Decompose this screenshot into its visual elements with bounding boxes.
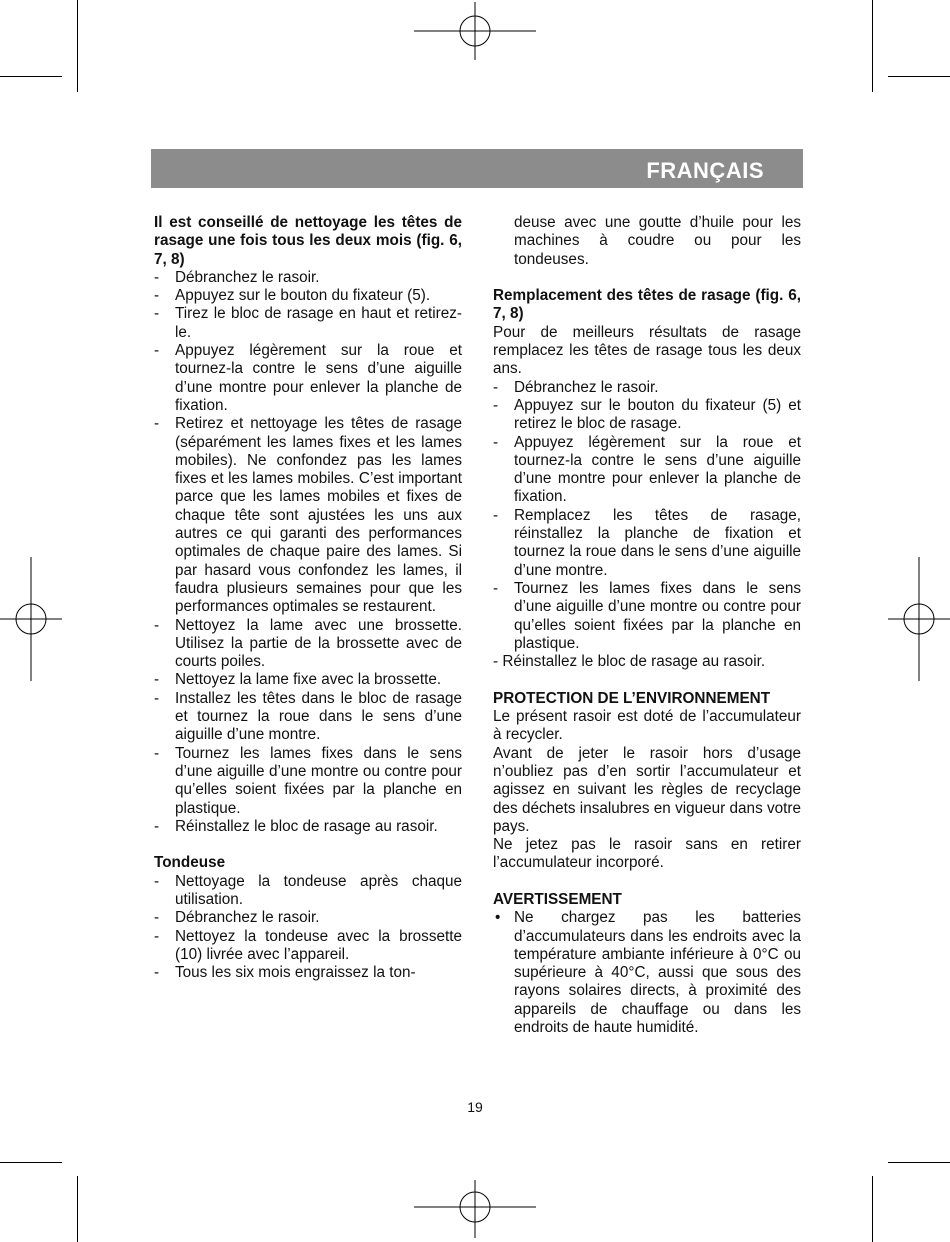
- crop-mark: [872, 1176, 873, 1242]
- crop-mark: [888, 76, 950, 77]
- environment-paragraph: Avant de jeter le rasoir hors d’usage n’oubliez pas d’en sortir l’accumulateur et agissez en suivant les règles de recyclage des déchets insalubres en vigueur dans votre pays.: [493, 744, 801, 835]
- list-item: - Débranchez le rasoir.: [493, 378, 659, 396]
- environment-paragraph: Le présent rasoir est doté de l’accumulateur à recycler.: [493, 708, 801, 744]
- registration-mark-icon: [414, 2, 536, 60]
- bullet-icon: •: [495, 909, 501, 927]
- crop-mark: [888, 1162, 950, 1163]
- warning-list: [493, 909, 801, 1037]
- cleaning-heading: Il est conseillé de nettoyage les têtes de rasage une fois tous les deux mois (fig. 6, 7, 8): [154, 214, 462, 268]
- list-item: • Ne chargez pas les batteries d’accumulateurs dans les endroits avec la température ambiante inférieure à 0°C ou supérieure à 40°C, aussi que sous des rayons solaires directs, à proximité des appareils de chauffage ou dans les endroits de haute humidité.: [495, 909, 801, 1037]
- trimmer-steps-list: [154, 873, 462, 983]
- list-item: - Débranchez le rasoir.: [154, 268, 320, 286]
- list-item: - Nettoyez la lame fixe avec la brossette.: [154, 671, 442, 689]
- registration-mark-icon: [888, 557, 950, 681]
- registration-mark-icon: [414, 1180, 536, 1238]
- list-item: - Remplacez les têtes de rasage, réinstallez la planche de fixation et tournez la roue dans le sens d’une aiguille d’une montre.: [493, 506, 801, 579]
- list-item: - Tirez le bloc de rasage en haut et retirez-le.: [154, 305, 462, 341]
- crop-mark: [0, 1162, 62, 1163]
- replace-final-step: - Réinstallez le bloc de rasage au rasoir.: [493, 653, 766, 671]
- crop-mark: [872, 0, 873, 92]
- list-item: - Appuyez légèrement sur la roue et tournez-la contre le sens d’une aiguille d’une montre pour enlever la planche de fixation.: [493, 433, 801, 506]
- crop-mark: [0, 76, 62, 77]
- right-column: [493, 214, 801, 1037]
- list-item: - Retirez et nettoyage les têtes de rasage (séparément les lames fixes et les lames mobiles). Ne confondez pas les lames fixes et les lames mobiles. C’est important parce que les lames mobiles et fixes de chaque tête sont ajustées les uns aux autres ce qui garanti des performances optimales de chaque paire des lames. Si par hasard vous confondez les lames, il faudra plusieurs semaines pour que les performances optimales se restaurent.: [154, 415, 462, 616]
- list-item: - Tous les six mois engraissez la ton-: [154, 964, 416, 982]
- language-header-bar: [151, 149, 803, 188]
- warning-heading: AVERTISSEMENT: [493, 890, 622, 908]
- list-item: - Tournez les lames fixes dans le sens d’une aiguille d’une montre ou contre pour qu’elles soient fixées par la planche en plastique.: [493, 579, 801, 652]
- crop-mark: [77, 0, 78, 92]
- list-item: - Nettoyage la tondeuse après chaque utilisation.: [154, 872, 462, 908]
- environment-heading: PROTECTION DE L’ENVIRONNEMENT: [493, 689, 771, 707]
- environment-paragraph: Ne jetez pas le rasoir sans en retirer l’accumulateur incorporé.: [493, 836, 801, 872]
- left-column: [154, 214, 462, 982]
- trimmer-heading: Tondeuse: [154, 854, 226, 872]
- list-item: - Tournez les lames fixes dans le sens d’une aiguille d’une montre ou contre pour qu’elles soient fixées par la planche en plastique.: [154, 744, 462, 817]
- cleaning-steps-list: [154, 269, 462, 836]
- list-item: - Appuyez légèrement sur la roue et tournez-la contre le sens d’une aiguille d’une montre pour enlever la planche de fixation.: [154, 342, 462, 414]
- page-number: 19: [467, 1099, 483, 1115]
- list-item: - Réinstallez le bloc de rasage au rasoir.: [154, 817, 438, 835]
- registration-mark-icon: [0, 557, 62, 681]
- trimmer-continuation: deuse avec une goutte d’huile pour les machines à coudre ou pour les tondeuses.: [514, 214, 801, 268]
- replace-heading: Remplacement des têtes de rasage (fig. 6, 7, 8): [493, 287, 801, 323]
- list-item: - Nettoyez la lame avec une brossette. Utilisez la partie de la brossette avec de courts poiles.: [154, 616, 462, 671]
- list-item: - Appuyez sur le bouton du fixateur (5) et retirez le bloc de rasage.: [493, 396, 801, 433]
- crop-mark: [77, 1176, 78, 1242]
- list-item: - Débranchez le rasoir.: [154, 909, 320, 927]
- replace-intro: Pour de meilleurs résultats de rasage remplacez les têtes de rasage tous les deux ans.: [493, 323, 801, 378]
- list-item: - Nettoyez la tondeuse avec la brossette (10) livrée avec l’appareil.: [154, 927, 462, 963]
- list-item: - Appuyez sur le bouton du fixateur (5).: [154, 287, 431, 305]
- language-title: FRANÇAIS: [646, 158, 764, 183]
- list-item: - Installez les têtes dans le bloc de rasage et tournez la roue dans le sens d’une aiguille d’une montre.: [154, 689, 462, 744]
- replace-steps-list: [493, 379, 801, 653]
